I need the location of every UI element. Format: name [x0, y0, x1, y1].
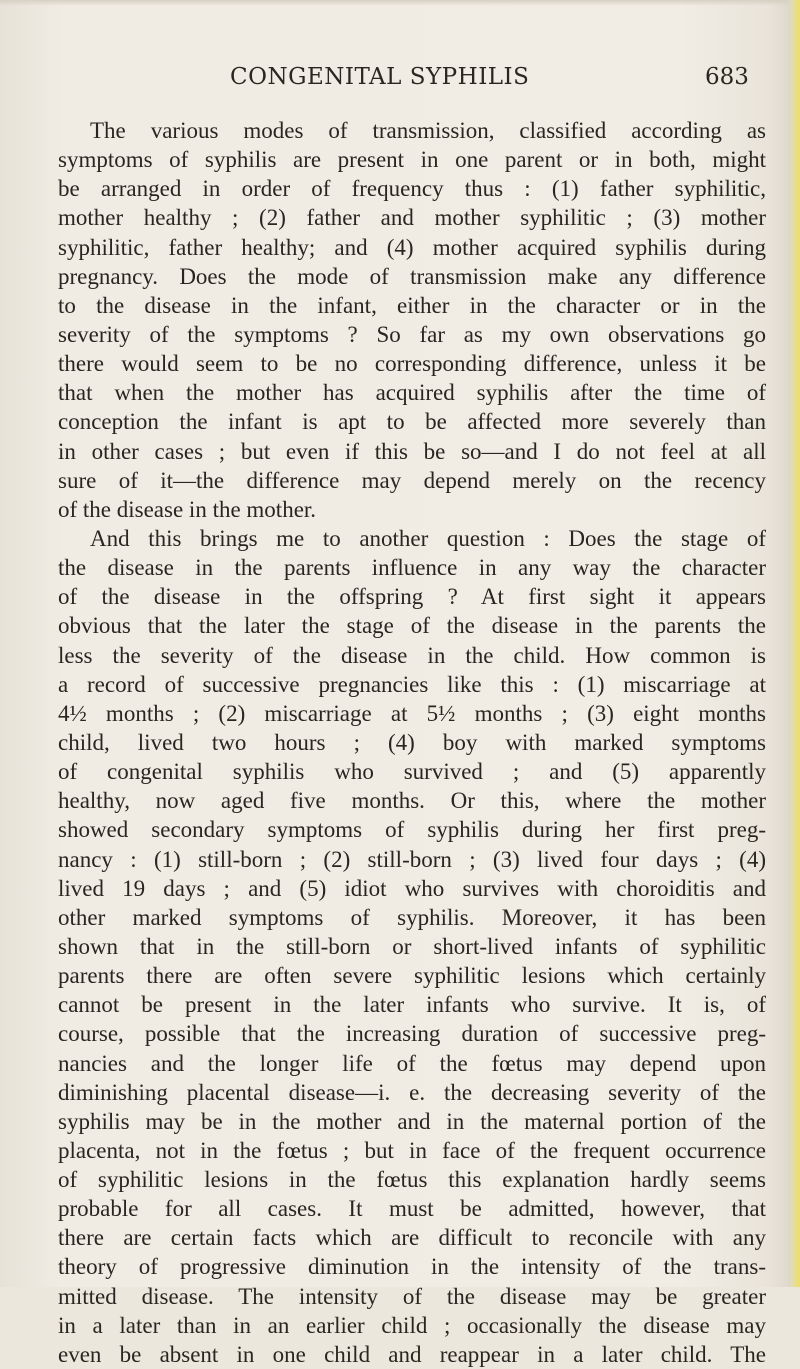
text-line: of the disease in the mother. — [58, 496, 317, 522]
text-line: child, lived two hours ; (4) boy with marked symptoms — [58, 729, 766, 755]
text-line: in a later than in an earlier child ; occasionally the disease may — [58, 1312, 766, 1338]
running-head — [0, 64, 800, 98]
text-line: the disease in the parents influence in any way the character — [58, 555, 766, 581]
text-line: conception the infant is apt to be affected more severely than — [58, 409, 766, 435]
text-line: placenta, not in the fœtus ; but in face of the frequent occurrence — [58, 1137, 766, 1163]
text-line: syphilis may be in the mother and in the maternal portion of the — [58, 1108, 766, 1134]
text-line: shown that in the still-born or short-lived infants of syphilitic — [58, 933, 766, 959]
text-line: to the disease in the infant, either in the character or in the — [58, 292, 766, 318]
text-line: parents there are often severe syphilitic lesions which certainly — [58, 963, 766, 989]
text-line: sure of it—the difference may depend merely on the recency — [58, 467, 766, 493]
text-line: other marked symptoms of syphilis. Moreover, it has been — [58, 904, 766, 930]
text-line: there are certain facts which are difficult to reconcile with any — [58, 1225, 766, 1251]
text-line: healthy, now aged five months. Or this, where the mother — [58, 788, 766, 814]
page-top-shadow — [0, 0, 800, 6]
text-line: mother healthy ; (2) father and mother syphilitic ; (3) mother — [58, 205, 766, 231]
text-line: of syphilitic lesions in the fœtus this explanation hardly seems — [58, 1167, 766, 1193]
text-line: nancy : (1) still-born ; (2) still-born ; (3) lived four days ; (4) — [58, 846, 766, 872]
body-text — [58, 116, 766, 1369]
page-edge-binding — [788, 0, 800, 1287]
text-line: cannot be present in the later infants who survive. It is, of — [58, 992, 766, 1018]
text-line: theory of progressive diminution in the intensity of the trans- — [58, 1254, 766, 1280]
text-line: of the disease in the offspring ? At first sight it appears — [58, 584, 766, 610]
text-line: obvious that the later the stage of the disease in the parents the — [58, 613, 766, 639]
text-line: severity of the symptoms ? So far as my own observations go — [58, 321, 766, 347]
text-line: pregnancy. Does the mode of transmission make any difference — [58, 263, 766, 289]
text-line: be arranged in order of frequency thus : (1) father syphilitic, — [58, 176, 766, 202]
text-line: nancies and the longer life of the fœtus may depend upon — [58, 1050, 766, 1076]
text-line: in other cases ; but even if this be so—and I do not feel at all — [58, 438, 766, 464]
text-line: even be absent in one child and reappear in a later child. The — [58, 1341, 766, 1367]
text-line: syphilitic, father healthy; and (4) mother acquired syphilis during — [58, 234, 766, 260]
text-line: there would seem to be no corresponding difference, unless it be — [58, 351, 766, 377]
paragraph-transmission-modes — [58, 116, 766, 524]
text-line: mitted disease. The intensity of the disease may be greater — [58, 1283, 766, 1309]
text-line: The various modes of transmission, classified according as — [90, 118, 766, 143]
text-line: course, possible that the increasing duration of successive preg- — [58, 1021, 766, 1047]
text-line: that when the mother has acquired syphilis after the time of — [58, 380, 766, 406]
text-line: showed secondary symptoms of syphilis during her first preg- — [58, 817, 766, 843]
text-line: diminishing placental disease—i. e. the decreasing severity of the — [58, 1079, 766, 1105]
running-head-title: CONGENITAL SYPHILIS — [230, 64, 530, 90]
text-line: of congenital syphilis who survived ; and (5) apparently — [58, 759, 766, 785]
page-number: 683 — [705, 64, 749, 90]
text-line: a record of successive pregnancies like this : (1) miscarriage at — [58, 671, 766, 697]
text-line: symptoms of syphilis are present in one parent or in both, might — [58, 147, 766, 173]
text-line: probable for all cases. It must be admitted, however, that — [58, 1196, 766, 1222]
text-line: 4½ months ; (2) miscarriage at 5½ months ; (3) eight months — [58, 700, 766, 726]
text-line: less the severity of the disease in the child. How common is — [58, 642, 766, 668]
text-line: lived 19 days ; and (5) idiot who survives with choroiditis and — [58, 875, 766, 901]
text-line: And this brings me to another question : Does the stage of — [90, 525, 766, 551]
paragraph-stage-of-disease — [58, 524, 766, 1369]
